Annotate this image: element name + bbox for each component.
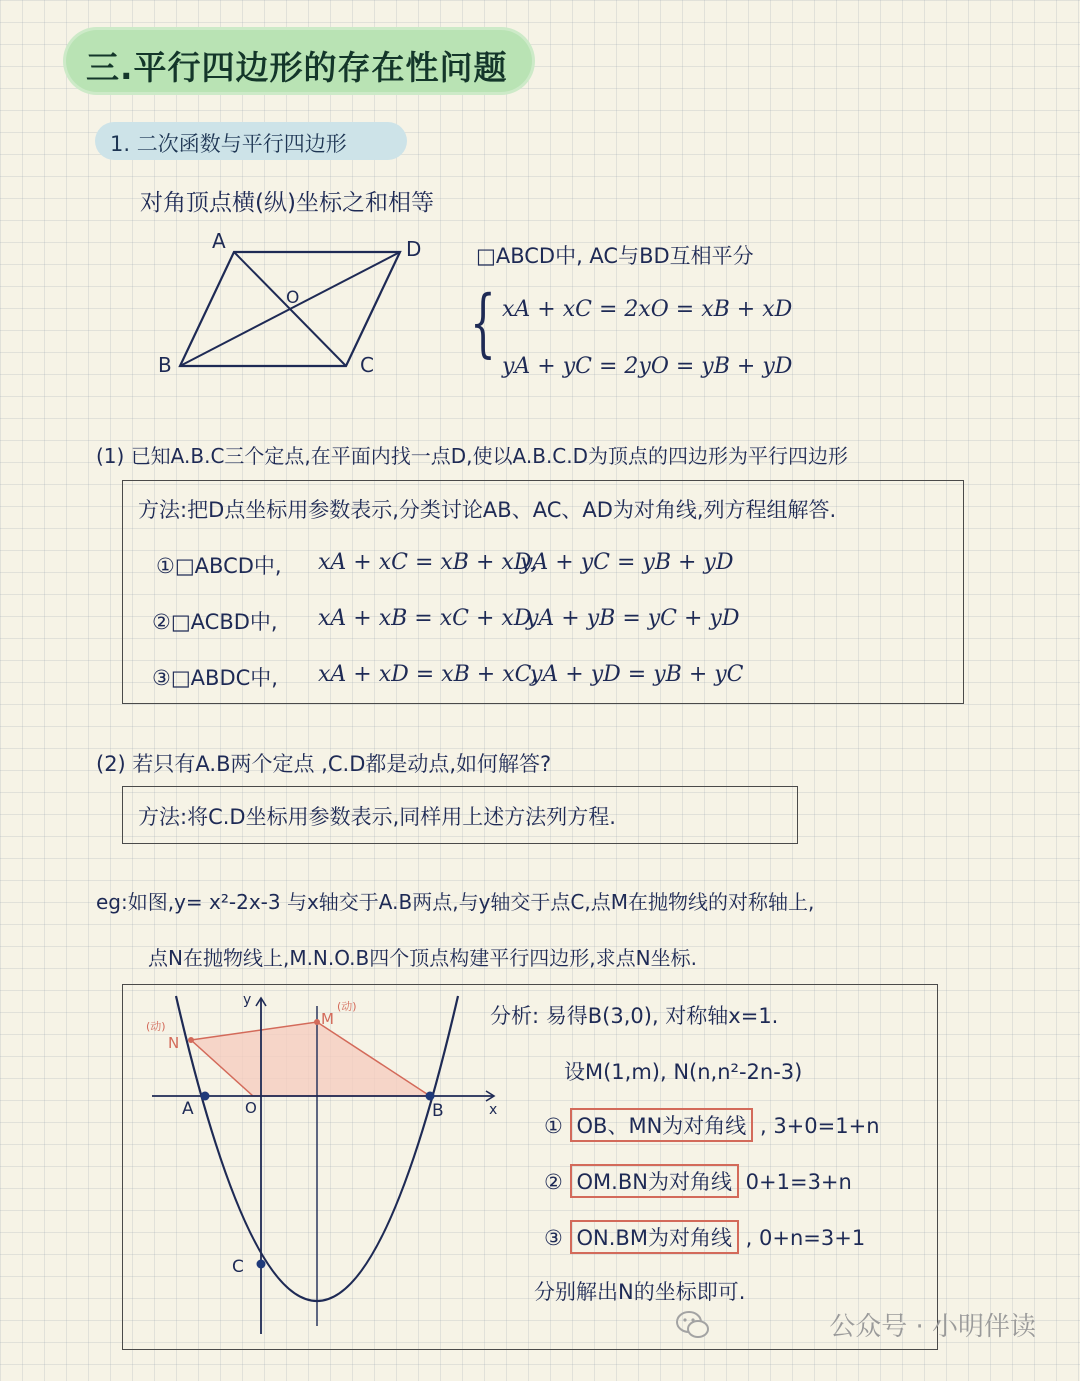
- point-a: [201, 1092, 210, 1101]
- analysis-conclusion: 分别解出N的坐标即可.: [534, 1280, 746, 1304]
- property-equation-x: xA + xC = 2xO = xB + xD: [502, 297, 793, 322]
- rule-text: 对角顶点横(纵)坐标之和相等: [140, 190, 434, 216]
- y-axis-label: y: [243, 992, 252, 1008]
- analysis-case-2-diagonals: OM.BN为对角线: [570, 1164, 739, 1198]
- analysis-line-2: 设M(1,m), N(n,n²-2n-3): [564, 1060, 803, 1084]
- point-m: [314, 1019, 320, 1025]
- x-axis-label: x: [489, 1102, 498, 1118]
- example-line-2: 点N在抛物线上,M.N.O.B四个顶点构建平行四边形,求点N坐标.: [148, 946, 697, 970]
- analysis-case-3: [544, 1220, 865, 1254]
- graph-label-b: B: [432, 1101, 444, 1121]
- point-c: [257, 1260, 266, 1269]
- graph-label-o: O: [245, 1099, 257, 1117]
- case-3-label: ③□ABDC中,: [152, 666, 278, 690]
- case-1-y-equation: yA + yC = yB + yD: [520, 550, 734, 575]
- analysis-case-3-diagonals: ON.BM为对角线: [570, 1220, 739, 1254]
- graph-label-n-moving: (动): [146, 1020, 166, 1033]
- parallelogram-figure: [150, 228, 440, 388]
- case-1-x-equation: xA + xC = xB + xD,: [318, 550, 538, 575]
- center-label-o: O: [286, 288, 300, 308]
- parallelogram-region: [191, 1022, 430, 1096]
- analysis-case-1-diagonals: OB、MN为对角线: [570, 1108, 754, 1142]
- question-1: (1) 已知A.B.C三个定点,在平面内找一点D,使以A.B.C.D为顶点的四边形为平行四边形: [96, 444, 849, 468]
- section-subtitle: 1. 二次函数与平行四边形: [110, 132, 347, 156]
- case-2-label: ②□ACBD中,: [152, 610, 278, 634]
- example-line-1: eg:如图,y= x²-2x-3 与x轴交于A.B两点,与y轴交于点C,点M在抛物线的对称轴上,: [96, 890, 815, 914]
- property-equation-y: yA + yC = 2yO = yB + yD: [502, 354, 793, 379]
- analysis-case-1-number: ①: [544, 1114, 563, 1138]
- diagonal-bd: [180, 252, 400, 366]
- case-3-y-equation: yA + yD = yB + yC: [530, 662, 744, 687]
- graph-label-m: M: [321, 1010, 334, 1028]
- watermark-text: 公众号 · 小明伴读: [829, 1312, 1036, 1342]
- brace-symbol: {: [470, 280, 496, 366]
- case-2-y-equation: yA + yB = yC + yD: [526, 606, 740, 631]
- method-1-text: 方法:把D点坐标用参数表示,分类讨论AB、AC、AD为对角线,列方程组解答.: [138, 498, 837, 522]
- case-1-label: ①□ABCD中,: [156, 554, 282, 578]
- analysis-case-3-number: ③: [544, 1226, 563, 1250]
- wechat-icon: [676, 1310, 710, 1340]
- graph-label-c: C: [232, 1257, 244, 1277]
- question-2: (2) 若只有A.B两个定点 ,C.D都是动点,如何解答?: [96, 752, 552, 776]
- analysis-case-1-equation: , 3+0=1+n: [759, 1114, 880, 1138]
- vertex-label-c: C: [360, 353, 374, 377]
- analysis-case-2-equation: 0+1=3+n: [745, 1170, 852, 1194]
- graph-label-m-moving: (动): [337, 1000, 357, 1013]
- graph-label-a: A: [182, 1099, 194, 1119]
- analysis-case-1: [544, 1108, 880, 1142]
- vertex-label-a: A: [212, 229, 226, 253]
- graph-label-n: N: [168, 1034, 180, 1052]
- page-title: 三.平行四边形的存在性问题: [86, 48, 508, 87]
- analysis-case-2-number: ②: [544, 1170, 563, 1194]
- analysis-case-2: [544, 1164, 852, 1198]
- point-b: [426, 1092, 435, 1101]
- vertex-label-b: B: [158, 353, 172, 377]
- analysis-case-3-equation: , 0+n=3+1: [745, 1226, 866, 1250]
- analysis-line-1: 分析: 易得B(3,0), 对称轴x=1.: [490, 1004, 779, 1028]
- case-3-x-equation: xA + xD = xB + xC,: [318, 662, 538, 687]
- method-2-text: 方法:将C.D坐标用参数表示,同样用上述方法列方程.: [138, 805, 616, 829]
- parabola-graph: [124, 986, 524, 1346]
- point-n: [188, 1037, 194, 1043]
- vertex-label-d: D: [406, 237, 422, 261]
- case-2-x-equation: xA + xB = xC + xD,: [318, 606, 538, 631]
- property-statement: □ABCD中, AC与BD互相平分: [476, 244, 754, 268]
